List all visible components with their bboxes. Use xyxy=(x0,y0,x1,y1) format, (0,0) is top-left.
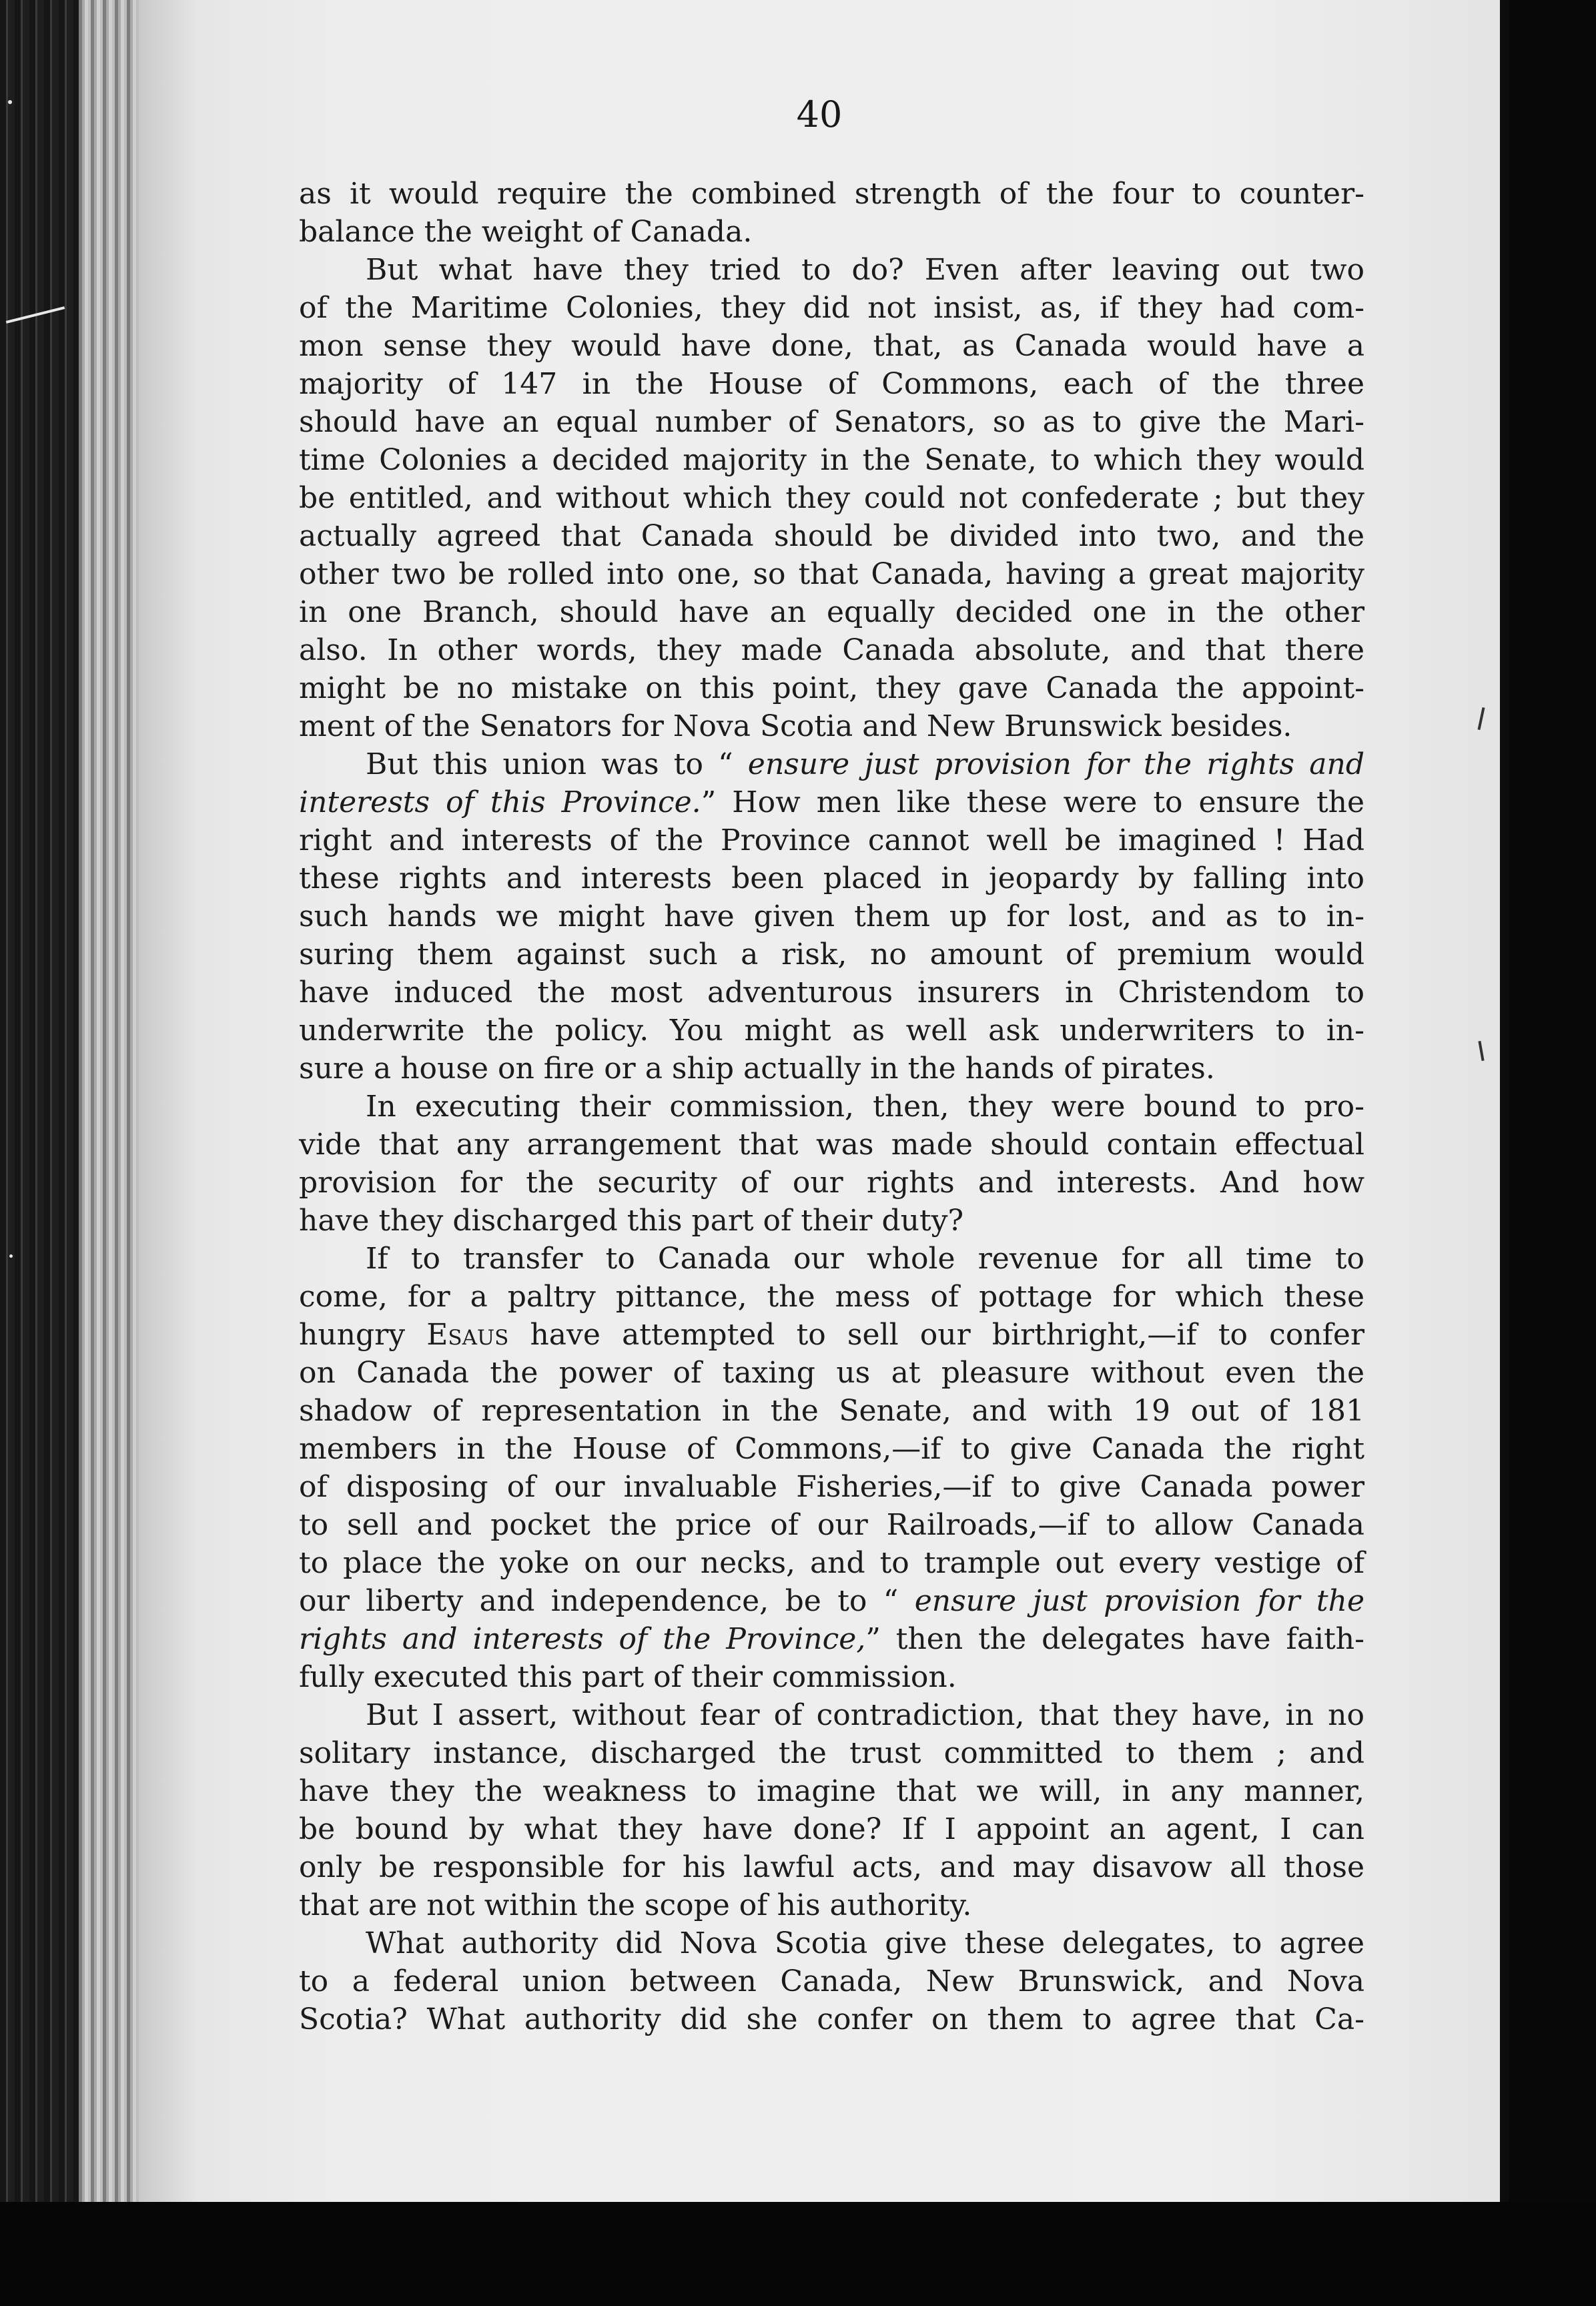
text-line: balance the weight of Canada. xyxy=(299,215,753,249)
text-line: these rights and interests been placed in jeopardy by falling into xyxy=(299,861,1364,895)
text-line: other two be rolled into one, so that Canada, having a great majority xyxy=(299,557,1364,591)
text-line: ment of the Senators for Nova Scotia and New Brunswick besides. xyxy=(299,709,1292,743)
text-line: come, for a paltry pittance, the mess of pottage for which these xyxy=(299,1280,1364,1314)
paragraph-first-line: In executing their commission, then, they were bound to pro- xyxy=(366,1090,1364,1124)
text-line: to sell and pocket the price of our Railroads,—if to allow Canada xyxy=(299,1508,1364,1542)
text-line: underwrite the policy. You might as well ask underwriters to in- xyxy=(299,1014,1364,1048)
text-line: suring them against such a risk, no amount of premium would xyxy=(299,937,1364,972)
page-number: 40 xyxy=(796,93,843,135)
margin-mark xyxy=(1478,1041,1484,1061)
text-line: mon sense they would have done, that, as Canada would have a xyxy=(299,329,1364,363)
italic-quotation: ensure just provision for the rights and xyxy=(747,747,1364,781)
text-line: interests of this Province.” How men like these were to ensure the xyxy=(299,785,1365,819)
text-line: should have an equal number of Senators, so as to give the Mari- xyxy=(299,405,1364,439)
paragraph-first-line: But what have they tried to do? Even after leaving out two xyxy=(366,253,1364,287)
text-line: to a federal union between Canada, New Brunswick, and Nova xyxy=(299,1964,1364,1998)
text-line: of the Maritime Colonies, they did not insist, as, if they had com- xyxy=(299,291,1364,325)
text-line: have induced the most adventurous insurers in Christendom to xyxy=(299,976,1364,1010)
text-line: majority of 147 in the House of Commons, each of the three xyxy=(299,367,1364,401)
text-line: sure a house on fire or a ship actually in the hands of pirates. xyxy=(299,1052,1215,1086)
text-line: provision for the security of our rights and interests. And how xyxy=(299,1166,1364,1200)
text-line: on Canada the power of taxing us at pleasure without even the xyxy=(299,1356,1364,1390)
text-line: shadow of representation in the Senate, and with 19 out of 181 xyxy=(299,1394,1364,1428)
text-line: also. In other words, they made Canada absolute, and that there xyxy=(299,633,1364,667)
text-line: in one Branch, should have an equally decided one in the other xyxy=(299,595,1364,629)
paragraph-first-line: But I assert, without fear of contradiction, that they have, in no xyxy=(366,1698,1364,1732)
text-line: solitary instance, discharged the trust committed to them ; and xyxy=(299,1736,1364,1770)
dust-speck xyxy=(9,1254,13,1258)
paragraph-first-line: If to transfer to Canada our whole revenue for all time to xyxy=(366,1242,1364,1276)
text-line: have they discharged this part of their duty? xyxy=(299,1204,964,1238)
text-line: fully executed this part of their commission. xyxy=(299,1660,957,1694)
text-line: of disposing of our invaluable Fisheries,—if to give Canada power xyxy=(299,1470,1364,1504)
text-line: might be no mistake on this point, they gave Canada the appoint- xyxy=(299,671,1364,705)
italic-quotation: interests of this Province. xyxy=(299,785,701,819)
text-line: right and interests of the Province cannot well be imagined ! Had xyxy=(299,823,1364,857)
small-caps-word: Esaus xyxy=(426,1318,509,1352)
book-spine-edge xyxy=(0,0,79,2306)
dust-speck xyxy=(8,100,12,104)
text-line: be entitled, and without which they could not confederate ; but they xyxy=(299,481,1364,515)
text-line: be bound by what they have done? If I appoint an agent, I can xyxy=(299,1812,1364,1846)
text-line: that are not within the scope of his authority. xyxy=(299,1888,972,1922)
margin-mark xyxy=(1478,707,1485,730)
text-line: Scotia? What authority did she confer on them to agree that Ca- xyxy=(299,2002,1364,2036)
book-page xyxy=(139,0,1500,2202)
text-line: as it would require the combined strength of the four to counter- xyxy=(299,177,1364,211)
italic-quotation: ensure just provision for the xyxy=(914,1584,1364,1618)
text-line: have they the weakness to imagine that we will, in any manner, xyxy=(299,1774,1364,1808)
scan-border-bottom xyxy=(0,2202,1596,2306)
text-line: vide that any arrangement that was made should contain effectual xyxy=(299,1128,1364,1162)
text-line: such hands we might have given them up for lost, and as to in- xyxy=(299,899,1364,933)
paragraph-first-line: What authority did Nova Scotia give these delegates, to agree xyxy=(366,1926,1364,1960)
text-line: to place the yoke on our necks, and to trample out every vestige of xyxy=(299,1546,1364,1580)
text-line: actually agreed that Canada should be divided into two, and the xyxy=(299,519,1364,553)
text-line: members in the House of Commons,—if to give Canada the right xyxy=(299,1432,1364,1466)
paragraph-first-line: But this union was to “ ensure just provision for the rights and xyxy=(366,747,1364,781)
text-line: hungry Esaus have attempted to sell our birthright,—if to confer xyxy=(299,1318,1364,1352)
scan-border-right xyxy=(1509,0,1596,2306)
text-line: rights and interests of the Province,” then the delegates have faith- xyxy=(299,1622,1365,1656)
text-line: only be responsible for his lawful acts, and may disavow all those xyxy=(299,1850,1364,1884)
body-text xyxy=(299,175,1364,2038)
italic-quotation: rights and interests of the Province, xyxy=(299,1622,866,1656)
text-line: our liberty and independence, be to “ ensure just provision for the xyxy=(299,1584,1364,1618)
text-line: time Colonies a decided majority in the Senate, to which they would xyxy=(299,443,1364,477)
